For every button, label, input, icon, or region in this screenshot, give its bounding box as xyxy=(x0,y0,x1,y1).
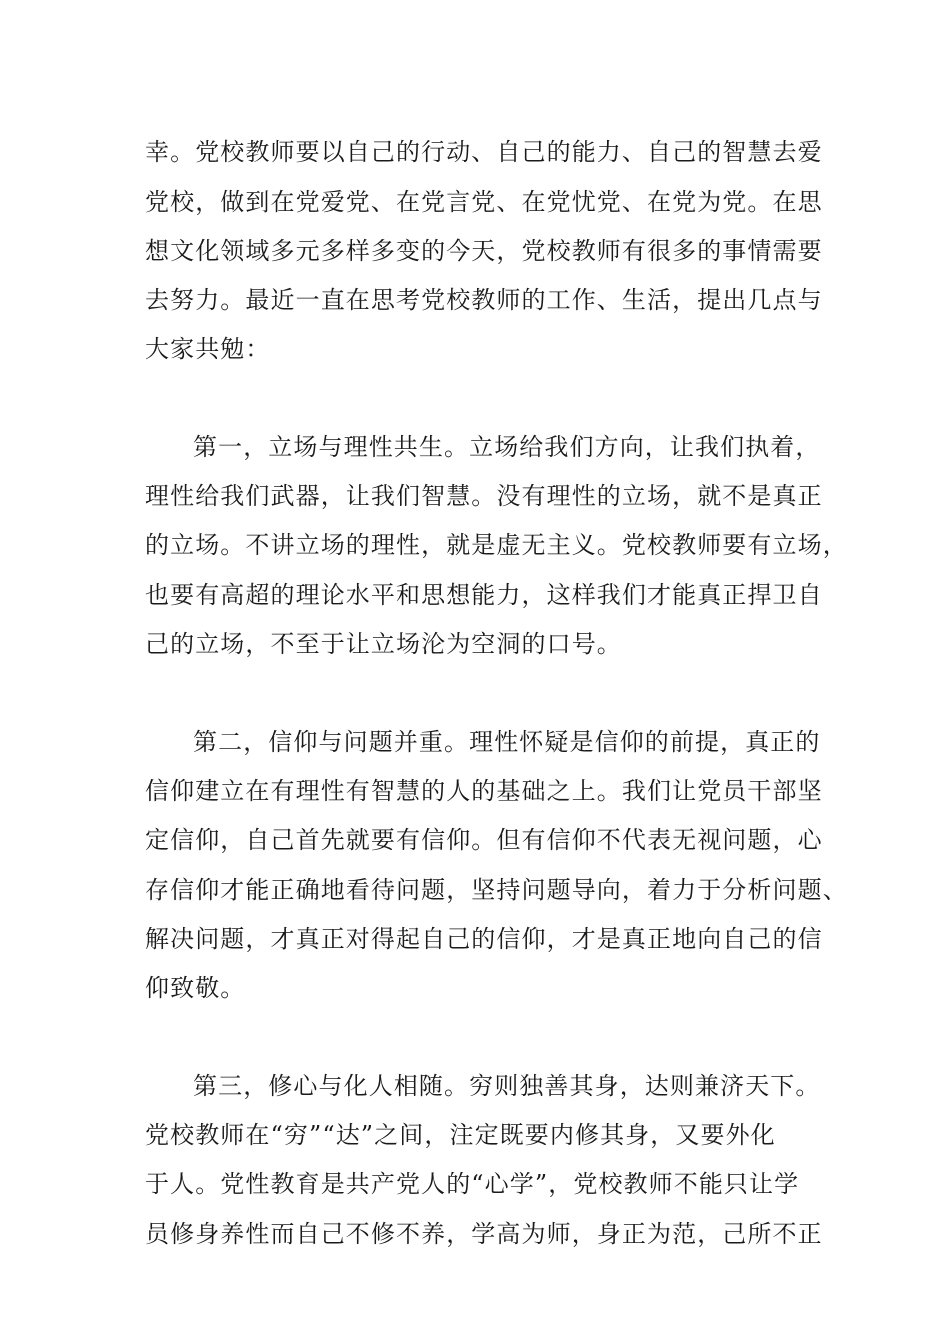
text-line: 信仰建立在有理性有智慧的人的基础之上。我们让党员干部坚 xyxy=(145,777,823,805)
text-line: 去努力。最近一直在思考党校教师的工作、生活，提出几点与 xyxy=(145,286,823,314)
text-line: 的立场。不讲立场的理性，就是虚无主义。党校教师要有立场， xyxy=(145,531,848,559)
text-line: 想文化领域多元多样多变的今天，党校教师有很多的事情需要 xyxy=(145,237,823,265)
text-line: 定信仰，自己首先就要有信仰。但有信仰不代表无视问题，心 xyxy=(145,826,823,854)
text-line: 己的立场，不至于让立场沦为空洞的口号。 xyxy=(145,630,622,658)
text-line: 仰致敬。 xyxy=(145,974,246,1002)
text-line: 也要有高超的理论水平和思想能力，这样我们才能真正捍卫自 xyxy=(145,581,823,609)
text-line: 党校，做到在党爱党、在党言党、在党忧党、在党为党。在思 xyxy=(145,188,823,216)
text-line: 解决问题，才真正对得起自己的信仰，才是真正地向自己的信 xyxy=(145,925,823,953)
text-line: 员修身养性而自己不修不养，学高为师，身正为范，己所不正 xyxy=(145,1220,823,1248)
text-line: 第二，信仰与问题并重。理性怀疑是信仰的前提，真正的 xyxy=(193,728,821,756)
text-line: 大家共勉： xyxy=(145,335,271,363)
text-line: 幸。党校教师要以自己的行动、自己的能力、自己的智慧去爱 xyxy=(145,138,823,166)
text-line: 第三，修心与化人相随。穷则独善其身，达则兼济天下。 xyxy=(193,1072,821,1100)
text-line: 于人。党性教育是共产党人的“心学”，党校教师不能只让学 xyxy=(145,1170,800,1198)
text-line: 第一，立场与理性共生。立场给我们方向，让我们执着， xyxy=(193,433,821,461)
text-line: 存信仰才能正确地看待问题，坚持问题导向，着力于分析问题、 xyxy=(145,876,848,904)
text-line: 理性给我们武器，让我们智慧。没有理性的立场，就不是真正 xyxy=(145,482,823,510)
text-line: 党校教师在“穷”“达”之间，注定既要内修其身，又要外化 xyxy=(145,1121,776,1149)
